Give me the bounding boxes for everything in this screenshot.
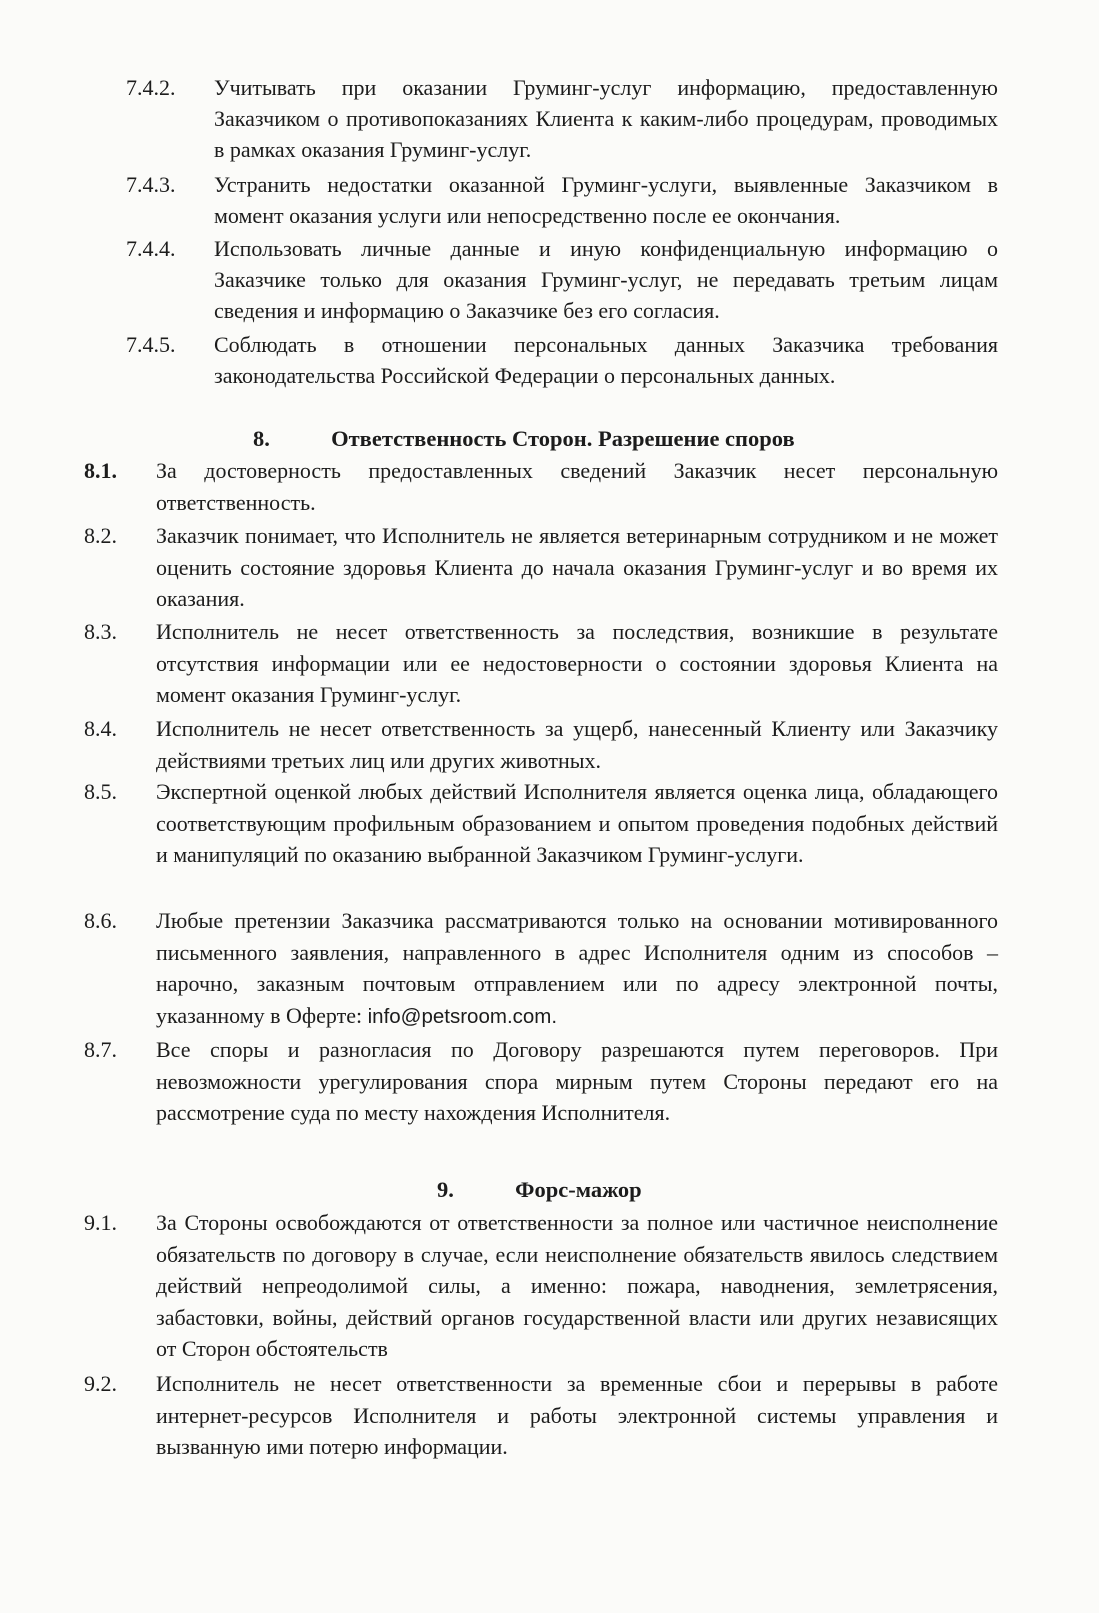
clause-text: Соблюдать в отношении персональных данных Заказчика требования законодательства Российской Федерации о персональных данных. <box>214 332 998 388</box>
clause-number: 8.3. <box>84 619 117 644</box>
section-number: 8. <box>253 426 270 451</box>
clause-number: 7.4.2. <box>126 75 176 100</box>
clause-8-5 <box>84 776 998 871</box>
clause-number: 8.1. <box>84 458 117 483</box>
clause-body: Любые претензии Заказчика рассматриваются только на основании мотивированного письменного заявления, направленного в адрес Исполнителя одним из способов – нарочно, заказным почтовым отправлением или по адресу электронной почты, указанному в Оферте: <box>156 908 998 1028</box>
clause-number: 8.4. <box>84 716 117 741</box>
clause-number: 9.2. <box>84 1371 117 1396</box>
clause-text: Все споры и разногласия по Договору разрешаются путем переговоров. При невозможности урегулирования спора мирным путем Стороны передают его на рассмотрение суда по месту нахождения Исполнителя. <box>156 1037 998 1125</box>
clause-text: Экспертной оценкой любых действий Исполнителя является оценка лица, обладающего соответствующим профильным образованием и опытом проведения подобных действий и манипуляций по оказанию выбранной Заказчиком Груминг-услуги. <box>156 779 998 867</box>
clause-text: Исполнитель не несет ответственность за ущерб, нанесенный Клиенту или Заказчику действиями третьих лиц или других животных. <box>156 716 998 773</box>
clause-text: Исполнитель не несет ответственности за временные сбои и перерывы в работе интернет-ресурсов Исполнителя и работы электронной системы управления и вызванную ими потерю информации. <box>156 1371 998 1459</box>
clause-text: Заказчик понимает, что Исполнитель не является ветеринарным сотрудником и не может оценить состояние здоровья Клиента до начала оказания Груминг-услуг и во время их оказания. <box>156 523 998 611</box>
clause-number: 8.7. <box>84 1037 117 1062</box>
clause-7-4-2 <box>126 72 998 165</box>
clause-8-7 <box>84 1034 998 1129</box>
clause-number: 7.4.5. <box>126 332 176 357</box>
clause-8-4 <box>84 713 998 776</box>
clause-number: 8.6. <box>84 908 117 933</box>
clause-number: 7.4.3. <box>126 172 176 197</box>
clause-number: 7.4.4. <box>126 236 176 261</box>
clause-7-4-3 <box>126 169 998 231</box>
clause-text: Устранить недостатки оказанной Груминг-услуги, выявленные Заказчиком в момент оказания услуги или непосредственно после ее окончания. <box>214 172 998 228</box>
section-title: Ответственность Сторон. Разрешение споров <box>331 426 795 451</box>
clause-number: 8.5. <box>84 779 117 804</box>
clause-text <box>156 905 998 1032</box>
clause-8-1 <box>84 455 998 518</box>
clause-9-2 <box>84 1368 998 1463</box>
email-address: info@petsroom.com. <box>367 1004 558 1028</box>
clause-7-4-4 <box>126 233 998 326</box>
clause-text: Учитывать при оказании Груминг-услуг информацию, предоставленную Заказчиком о противопоказаниях Клиента к каким-либо процедурам, проводимых в рамках оказания Груминг-услуг. <box>214 75 998 162</box>
section-8-heading <box>253 424 795 454</box>
clause-8-3 <box>84 616 998 711</box>
clause-text: За Стороны освобождаются от ответственности за полное или частичное неисполнение обязательств по договору в случае, если неисполнение обязательств явилось следствием действий непреодолимой силы, а именно: пожара, наводнения, землетрясения, забастовки, войны, действий органов государственной власти или других независящих от Сторон обстоятельств <box>156 1210 998 1361</box>
clause-number: 9.1. <box>84 1210 117 1235</box>
section-9-heading <box>437 1175 642 1205</box>
section-title: Форс-мажор <box>515 1177 642 1202</box>
clause-8-6 <box>84 905 998 1032</box>
clause-text: За достоверность предоставленных сведений Заказчик несет персональную ответственность. <box>156 458 998 515</box>
clause-text: Использовать личные данные и иную конфиденциальную информацию о Заказчике только для оказания Груминг-услуг, не передавать третьим лицам сведения и информацию о Заказчике без его согласия. <box>214 236 998 323</box>
clause-7-4-5 <box>126 329 998 391</box>
clause-number: 8.2. <box>84 523 117 548</box>
clause-9-1 <box>84 1207 998 1365</box>
clause-text: Исполнитель не несет ответственность за последствия, возникшие в результате отсутствия информации или ее недостоверности о состоянии здоровья Клиента на момент оказания Груминг-услуг. <box>156 619 998 707</box>
clause-8-2 <box>84 520 998 615</box>
section-number: 9. <box>437 1177 454 1202</box>
